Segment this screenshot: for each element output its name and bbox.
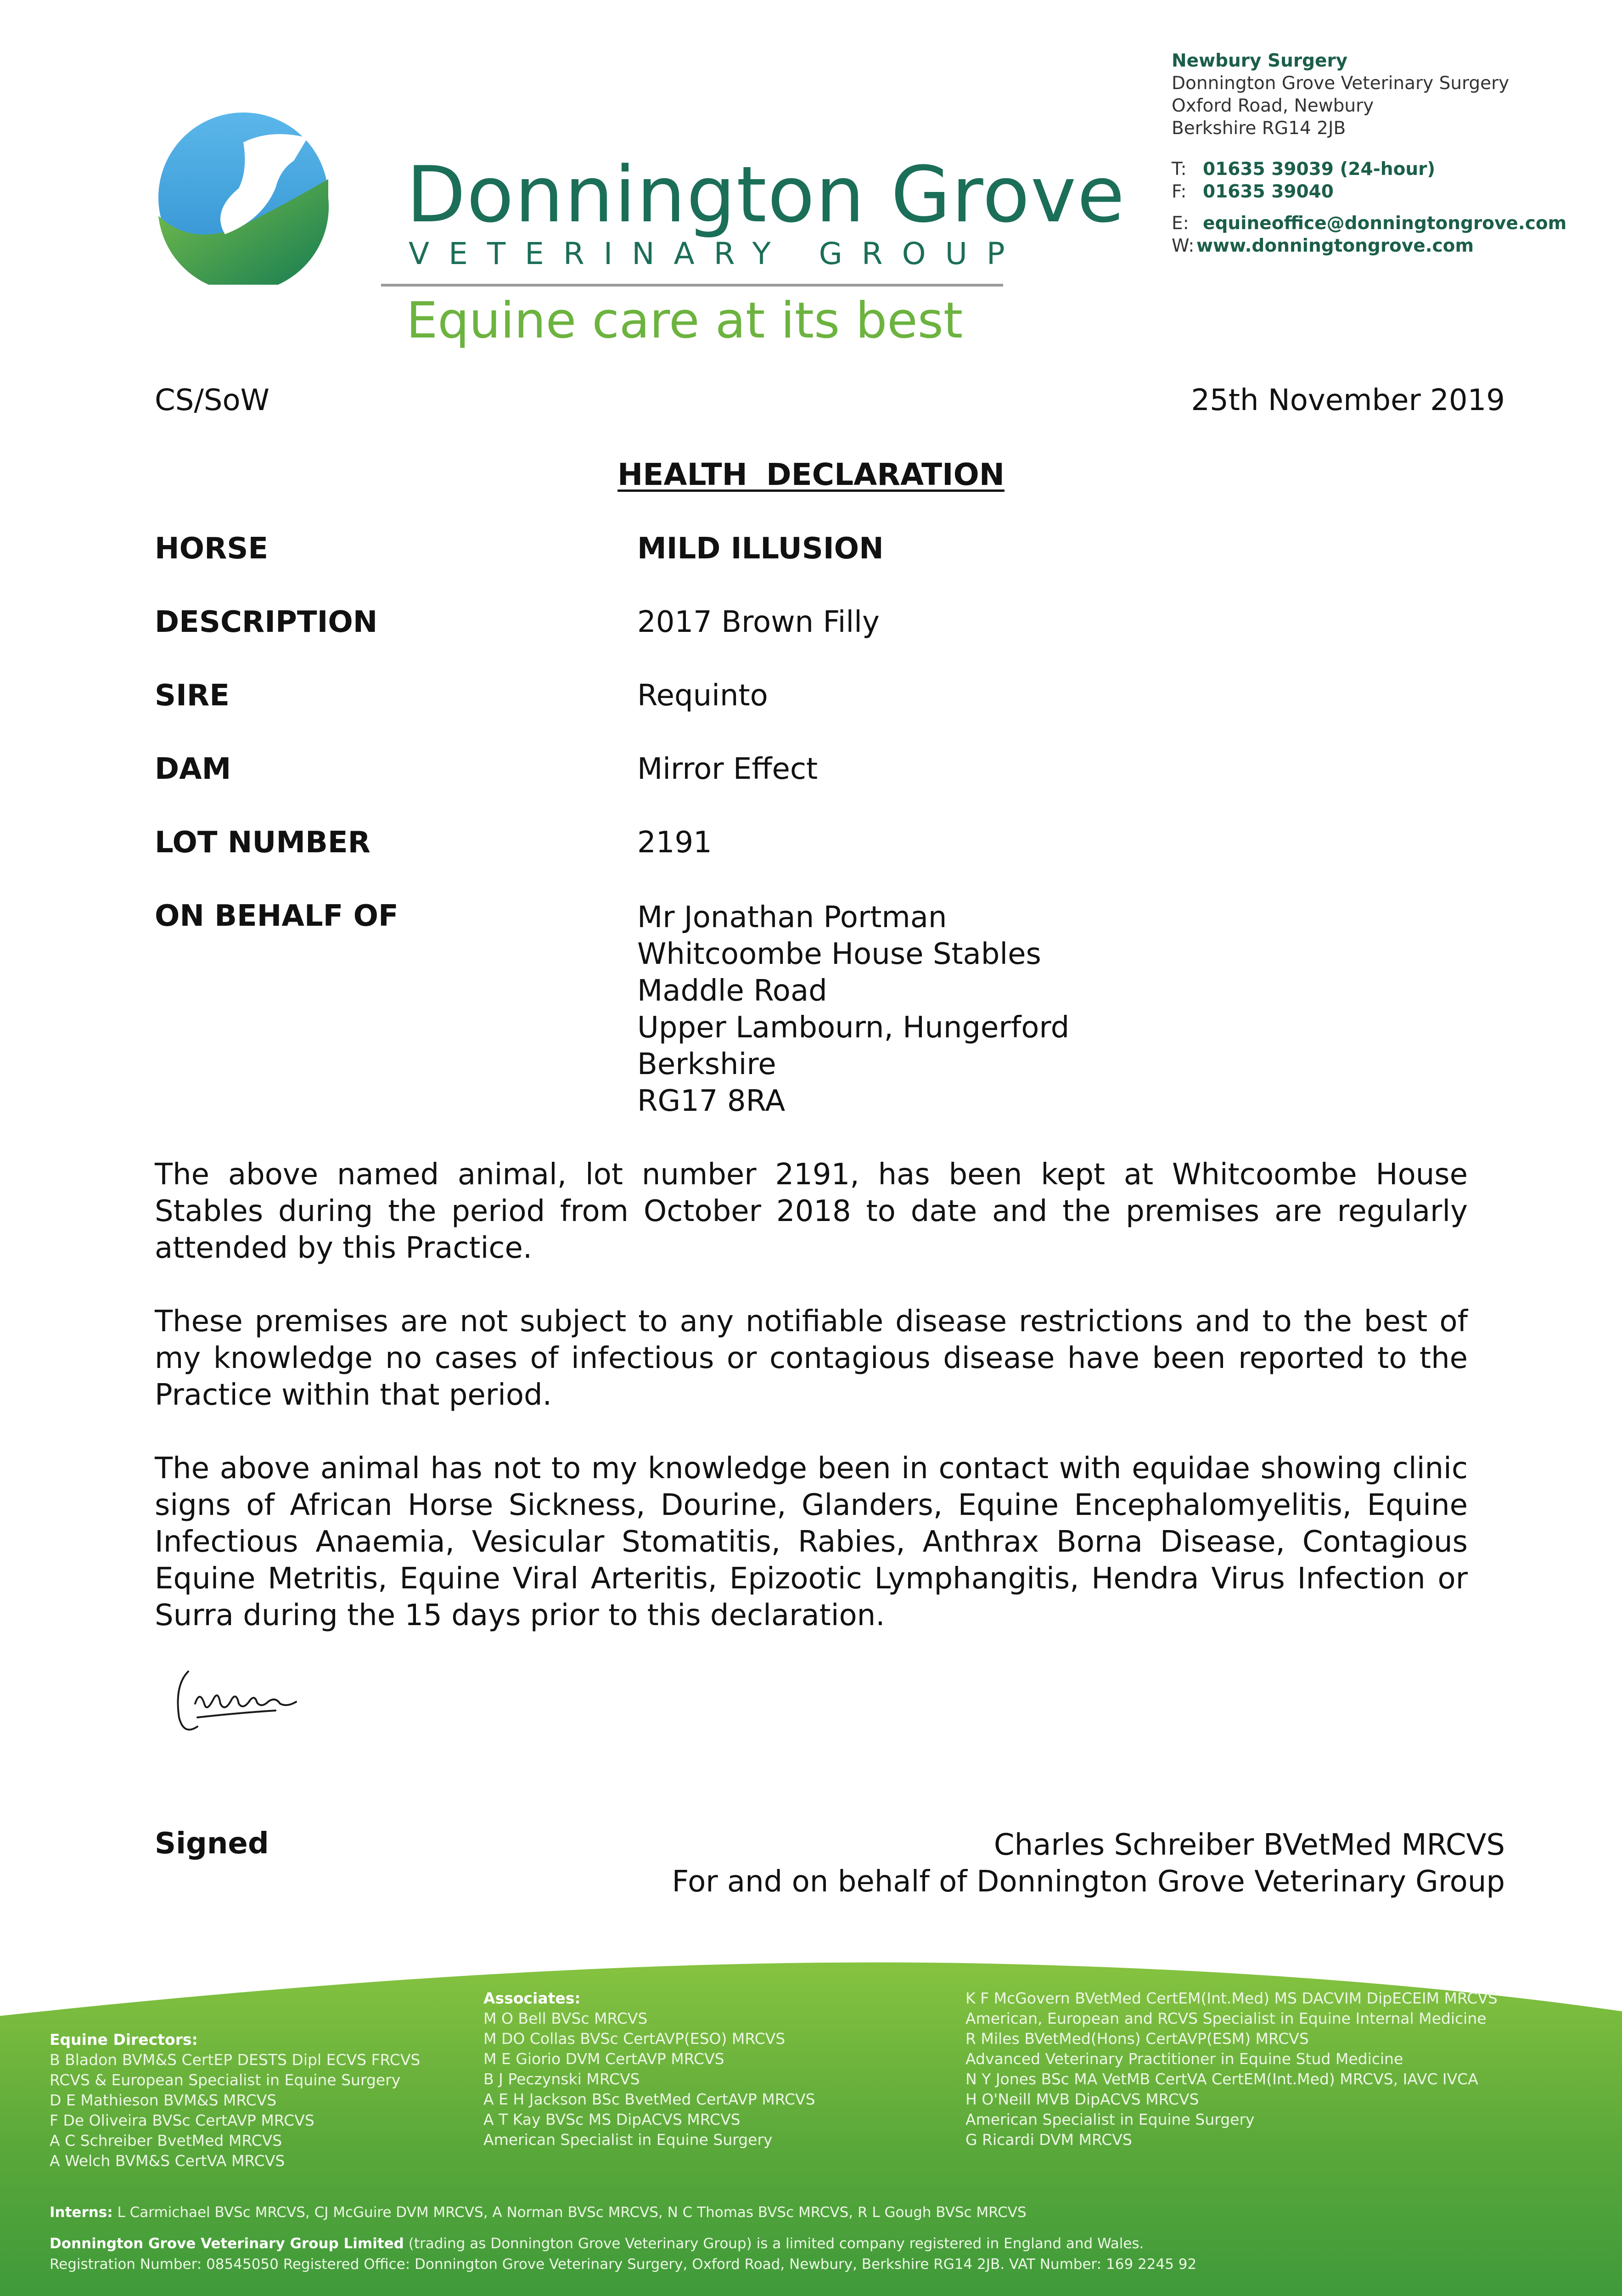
associate: A T Kay BVSc MS DipACVS MRCVS bbox=[483, 2110, 741, 2128]
field-label: HORSE bbox=[155, 532, 269, 566]
associate: M O Bell BVSc MRCVS bbox=[483, 2009, 648, 2027]
tel-label: T: bbox=[1172, 159, 1187, 180]
associates-heading: Associates: bbox=[483, 1989, 581, 2007]
brand-name: Donnington Grove bbox=[406, 150, 1126, 240]
field-label: DAM bbox=[155, 752, 231, 786]
associate: A E H Jackson BSc BvetMed CertAVP MRCVS bbox=[483, 2090, 815, 2108]
director: D E Mathieson BVM&S MRCVS bbox=[50, 2091, 277, 2109]
lot-number: 2191 bbox=[637, 826, 712, 860]
tagline: Equine care at its best bbox=[406, 292, 963, 349]
horse-name: MILD ILLUSION bbox=[637, 532, 884, 566]
sire: Requinto bbox=[637, 679, 768, 713]
paragraph: These premises are not subject to any notifiable disease restrictions and to the best of my knowledge no cases of infectious or contagious disease have been reported to the Practice within that period. bbox=[155, 1305, 1468, 1412]
brand-subtitle: VETERINARY GROUP bbox=[409, 236, 1024, 271]
field-label: SIRE bbox=[155, 679, 230, 713]
document-title: HEALTH DECLARATION bbox=[617, 457, 1005, 492]
directors-column bbox=[50, 2030, 420, 2171]
director: RCVS & European Specialist in Equine Surgery bbox=[50, 2071, 401, 2089]
associate: American Specialist in Equine Surgery bbox=[483, 2131, 773, 2149]
associate: G Ricardi DVM MRCVS bbox=[965, 2131, 1132, 2149]
paragraph: The above animal has not to my knowledge been in contact with equidae showing clinic signs of African Horse Sickness, Dourine, Glanders, Equine Encephalomyelitis, Equine Infectious Anaemia, Vesicular Stomatitis, Rabies, Anthrax Borna Disease, Contagious Equine Metritis, Equine Viral Arteritis, Epizootic Lymphangitis, Hendra Virus Infection or Surra during the 15 days prior to this declaration. bbox=[155, 1452, 1468, 1632]
directors-heading: Equine Directors: bbox=[50, 2031, 198, 2048]
email-link[interactable]: equineoffice@donningtongrove.com bbox=[1203, 213, 1567, 234]
associate: M DO Collas BVSc CertAVP(ESO) MRCVS bbox=[483, 2030, 786, 2048]
company-name: Donnington Grove Veterinary Group Limited bbox=[50, 2235, 404, 2252]
address-line: Whitcoombe House Stables bbox=[637, 937, 1041, 971]
reference: CS/SoW bbox=[155, 383, 269, 417]
signatory bbox=[672, 1827, 1505, 1900]
associate: H O'Neill MVB DipACVS MRCVS bbox=[965, 2090, 1199, 2108]
contact-block bbox=[1172, 50, 1566, 257]
paragraph: The above named animal, lot number 2191, has been kept at Whitcoombe House Stables during the period from October 2018 to date and the premises are regularly attended by this Practice. bbox=[155, 1158, 1468, 1265]
signature-image bbox=[170, 1658, 312, 1745]
address-line: Maddle Road bbox=[637, 974, 827, 1008]
owner-address bbox=[637, 899, 1069, 1120]
surgery-address-line: Oxford Road, Newbury bbox=[1172, 96, 1374, 116]
address-line: Mr Jonathan Portman bbox=[637, 900, 947, 934]
company-text: (trading as Donnington Grove Veterinary Group) is a limited company registered in England and Wales. bbox=[408, 2235, 1144, 2252]
associate: M E Giorio DVM CertAVP MRCVS bbox=[483, 2050, 724, 2068]
interns-label: Interns: bbox=[50, 2204, 113, 2221]
director: A C Schreiber BvetMed MRCVS bbox=[50, 2132, 282, 2150]
director: B Bladon BVM&S CertEP DESTS Dipl ECVS FRCVS bbox=[50, 2051, 421, 2069]
interns-list: L Carmichael BVSc MRCVS, CJ McGuire DVM MRCVS, A Norman BVSc MRCVS, N C Thomas BVSc MRCVS, R L Gough BVSc MRCVS bbox=[117, 2204, 1027, 2221]
email-label: E: bbox=[1172, 213, 1189, 234]
surgery-address-line: Donnington Grove Veterinary Surgery bbox=[1172, 73, 1510, 94]
address-line: Upper Lambourn, Hungerford bbox=[637, 1011, 1070, 1045]
associates-column-2 bbox=[965, 1988, 1498, 2150]
dam: Mirror Effect bbox=[637, 752, 818, 786]
associate: American, European and RCVS Specialist in Equine Internal Medicine bbox=[965, 2009, 1487, 2027]
associate: American Specialist in Equine Surgery bbox=[965, 2110, 1255, 2128]
address-line: Berkshire bbox=[637, 1047, 776, 1081]
associate: B J Peczynski MRCVS bbox=[483, 2070, 640, 2088]
web-label: W: bbox=[1172, 236, 1195, 256]
horse-description: 2017 Brown Filly bbox=[637, 605, 880, 639]
associate: Advanced Veterinary Practitioner in Equine Stud Medicine bbox=[965, 2050, 1403, 2068]
associate: N Y Jones BSc MA VetMB CertVA CertEM(Int.Med) MRCVS, IAVC IVCA bbox=[965, 2070, 1478, 2088]
field-label: LOT NUMBER bbox=[155, 826, 370, 860]
registration-line: Registration Number: 08545050 Registered Office: Donnington Grove Veterinary Surgery, Oxford Road, Newbury, Berkshire RG14 2JB. VAT Number: 169 2245 92 bbox=[50, 2256, 1197, 2273]
interns-line bbox=[50, 2204, 1027, 2221]
logo-icon bbox=[156, 110, 331, 285]
fax-label: F: bbox=[1172, 181, 1187, 202]
director: A Welch BVM&S CertVA MRCVS bbox=[50, 2152, 285, 2170]
associates-column bbox=[483, 1988, 815, 2150]
website-link[interactable]: www.donningtongrove.com bbox=[1196, 236, 1474, 256]
surgery-address-line: Berkshire RG14 2JB bbox=[1172, 118, 1346, 139]
signer-organisation: For and on behalf of Donnington Grove Veterinary Group bbox=[672, 1865, 1505, 1899]
surgery-name: Newbury Surgery bbox=[1172, 51, 1348, 71]
associate: K F McGovern BVetMed CertEM(Int.Med) MS DACVIM DipECEIM MRCVS bbox=[965, 1989, 1498, 2007]
field-label: DESCRIPTION bbox=[155, 605, 378, 639]
telephone: 01635 39039 (24-hour) bbox=[1203, 159, 1436, 180]
brand-divider bbox=[381, 284, 1003, 287]
signer-name: Charles Schreiber BVetMed MRCVS bbox=[993, 1828, 1505, 1862]
address-line: RG17 8RA bbox=[637, 1084, 786, 1118]
associate: R Miles BVetMed(Hons) CertAVP(ESM) MRCVS bbox=[965, 2030, 1309, 2048]
signed-label: Signed bbox=[155, 1827, 269, 1861]
company-line bbox=[50, 2235, 1144, 2252]
director: F De Oliveira BVSc CertAVP MRCVS bbox=[50, 2111, 314, 2129]
fax: 01635 39040 bbox=[1203, 181, 1334, 202]
letter-date: 25th November 2019 bbox=[1191, 383, 1505, 417]
field-label: ON BEHALF OF bbox=[155, 899, 398, 933]
